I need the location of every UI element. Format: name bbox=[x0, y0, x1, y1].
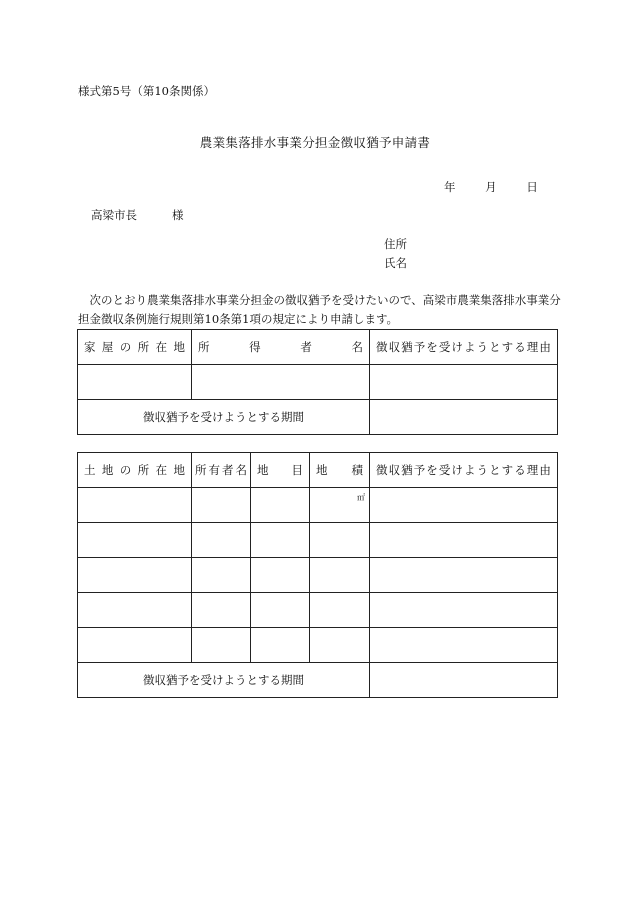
header-char: 在 bbox=[155, 463, 168, 477]
header-char: を bbox=[426, 463, 438, 477]
header-char: の bbox=[119, 340, 132, 354]
header-char: け bbox=[451, 340, 463, 354]
land-category-cell[interactable] bbox=[251, 523, 310, 558]
land-area-cell[interactable] bbox=[310, 593, 370, 628]
land-location-cell[interactable] bbox=[78, 523, 192, 558]
land-area-cell[interactable] bbox=[310, 628, 370, 663]
house-deferral-table bbox=[77, 329, 558, 435]
date-line bbox=[444, 179, 538, 195]
header-char: 受 bbox=[438, 463, 451, 477]
header-reason bbox=[370, 330, 558, 365]
header-char: 地 bbox=[257, 463, 269, 477]
period-row bbox=[78, 400, 558, 435]
header-char: よ bbox=[463, 463, 476, 477]
area-unit: ㎡ bbox=[357, 493, 365, 502]
header-land-category-text bbox=[257, 462, 303, 478]
addressee-honorific: 様 bbox=[172, 208, 184, 222]
table-row bbox=[78, 593, 558, 628]
land-category-cell[interactable] bbox=[251, 628, 310, 663]
header-char: 得 bbox=[249, 340, 261, 354]
land-location-cell[interactable] bbox=[78, 558, 192, 593]
period-label: 徴収猶予を受けようとする期間 bbox=[78, 663, 370, 698]
house-location-cell[interactable] bbox=[78, 365, 192, 400]
header-char: 理 bbox=[526, 463, 539, 477]
header-char: 受 bbox=[438, 340, 451, 354]
period-cell[interactable] bbox=[370, 400, 558, 435]
header-house-location-text bbox=[84, 339, 185, 355]
land-area-cell[interactable] bbox=[310, 523, 370, 558]
header-char: 由 bbox=[539, 340, 551, 354]
owner-cell[interactable] bbox=[192, 488, 251, 523]
header-income-earner-text bbox=[198, 339, 363, 355]
header-char: 所 bbox=[198, 340, 210, 354]
header-char: う bbox=[476, 463, 488, 477]
land-location-cell[interactable] bbox=[78, 628, 192, 663]
header-char: 猶 bbox=[401, 340, 413, 354]
header-char: 地 bbox=[173, 463, 185, 477]
table-row bbox=[78, 558, 558, 593]
header-char: 在 bbox=[155, 340, 168, 354]
application-statement: 次のとおり農業集落排水事業分担金の徴収猶予を受けたいので、高梁市農業集落排水事業分担金徴収条例施行規則第10条第1項の規定により申請します。 bbox=[78, 293, 561, 326]
header-owner bbox=[192, 453, 251, 488]
header-char: よ bbox=[463, 340, 476, 354]
reason-cell[interactable] bbox=[370, 523, 558, 558]
table-header-row bbox=[78, 330, 558, 365]
header-char: 名 bbox=[351, 340, 363, 354]
header-char: 所 bbox=[137, 340, 150, 354]
table-header-row bbox=[78, 453, 558, 488]
header-char: 徴 bbox=[376, 463, 388, 477]
owner-cell[interactable] bbox=[192, 593, 251, 628]
period-row bbox=[78, 663, 558, 698]
header-owner-text bbox=[195, 462, 247, 478]
header-char: 徴 bbox=[376, 340, 388, 354]
owner-cell[interactable] bbox=[192, 523, 251, 558]
header-char: 土 bbox=[84, 463, 96, 477]
header-char: 者 bbox=[300, 340, 312, 354]
header-char: 積 bbox=[351, 463, 363, 477]
header-char: 所 bbox=[137, 463, 150, 477]
header-char: 家 bbox=[84, 340, 96, 354]
document-title: 農業集落排水事業分担金徴収猶予申請書 bbox=[199, 135, 431, 150]
reason-cell[interactable] bbox=[370, 628, 558, 663]
land-category-cell[interactable] bbox=[251, 593, 310, 628]
header-char: 理 bbox=[526, 340, 539, 354]
header-reason bbox=[370, 453, 558, 488]
header-land-category bbox=[251, 453, 310, 488]
header-char: 地 bbox=[173, 340, 185, 354]
header-char: 由 bbox=[539, 463, 551, 477]
header-char: 屋 bbox=[101, 340, 114, 354]
header-reason-text bbox=[376, 339, 551, 355]
header-income-earner bbox=[192, 330, 370, 365]
header-char: 地 bbox=[101, 463, 114, 477]
table-row bbox=[78, 628, 558, 663]
land-category-cell[interactable] bbox=[251, 488, 310, 523]
date-month-label: 月 bbox=[485, 180, 497, 194]
addressee-name: 高梁市長 bbox=[91, 208, 137, 222]
header-char: る bbox=[514, 463, 526, 477]
header-land-location-text bbox=[84, 462, 185, 478]
header-reason-text bbox=[376, 462, 551, 478]
header-char: 目 bbox=[291, 463, 303, 477]
reason-cell[interactable] bbox=[370, 488, 558, 523]
header-char: 者 bbox=[222, 463, 234, 477]
land-deferral-table bbox=[77, 452, 558, 698]
land-location-cell[interactable] bbox=[78, 488, 192, 523]
period-cell[interactable] bbox=[370, 663, 558, 698]
reason-cell[interactable] bbox=[370, 593, 558, 628]
header-char: け bbox=[451, 463, 463, 477]
header-char: を bbox=[426, 340, 438, 354]
header-char: う bbox=[476, 340, 488, 354]
header-char: 猶 bbox=[401, 463, 413, 477]
table-row bbox=[78, 488, 558, 523]
land-area-cell[interactable] bbox=[310, 558, 370, 593]
address-label: 住所 bbox=[384, 237, 407, 251]
period-label: 徴収猶予を受けようとする期間 bbox=[78, 400, 370, 435]
date-year-label: 年 bbox=[444, 180, 456, 194]
land-area-cell[interactable] bbox=[310, 488, 370, 523]
addressee bbox=[91, 207, 184, 223]
header-char: る bbox=[514, 340, 526, 354]
form-number: 様式第5号（第10条関係） bbox=[78, 84, 215, 98]
header-land-area bbox=[310, 453, 370, 488]
header-land-area-text bbox=[316, 462, 363, 478]
date-day-label: 日 bbox=[526, 180, 538, 194]
header-land-location bbox=[78, 453, 192, 488]
header-char: 所 bbox=[195, 463, 207, 477]
name-label: 氏名 bbox=[384, 256, 407, 270]
header-char: の bbox=[119, 463, 132, 477]
land-category-cell[interactable] bbox=[251, 558, 310, 593]
header-char: 地 bbox=[316, 463, 328, 477]
table-row bbox=[78, 365, 558, 400]
header-char: 有 bbox=[208, 463, 220, 477]
header-char: す bbox=[501, 340, 514, 354]
header-char: す bbox=[501, 463, 514, 477]
header-char: 名 bbox=[235, 463, 247, 477]
land-location-cell[interactable] bbox=[78, 593, 192, 628]
header-char: 予 bbox=[413, 340, 426, 354]
table-row bbox=[78, 523, 558, 558]
header-char: と bbox=[489, 463, 501, 477]
reason-cell[interactable] bbox=[370, 365, 558, 400]
header-char: 予 bbox=[413, 463, 426, 477]
header-house-location bbox=[78, 330, 192, 365]
owner-cell[interactable] bbox=[192, 628, 251, 663]
income-earner-cell[interactable] bbox=[192, 365, 370, 400]
header-char: と bbox=[489, 340, 501, 354]
owner-cell[interactable] bbox=[192, 558, 251, 593]
header-char: 収 bbox=[388, 463, 401, 477]
header-char: 収 bbox=[388, 340, 401, 354]
reason-cell[interactable] bbox=[370, 558, 558, 593]
